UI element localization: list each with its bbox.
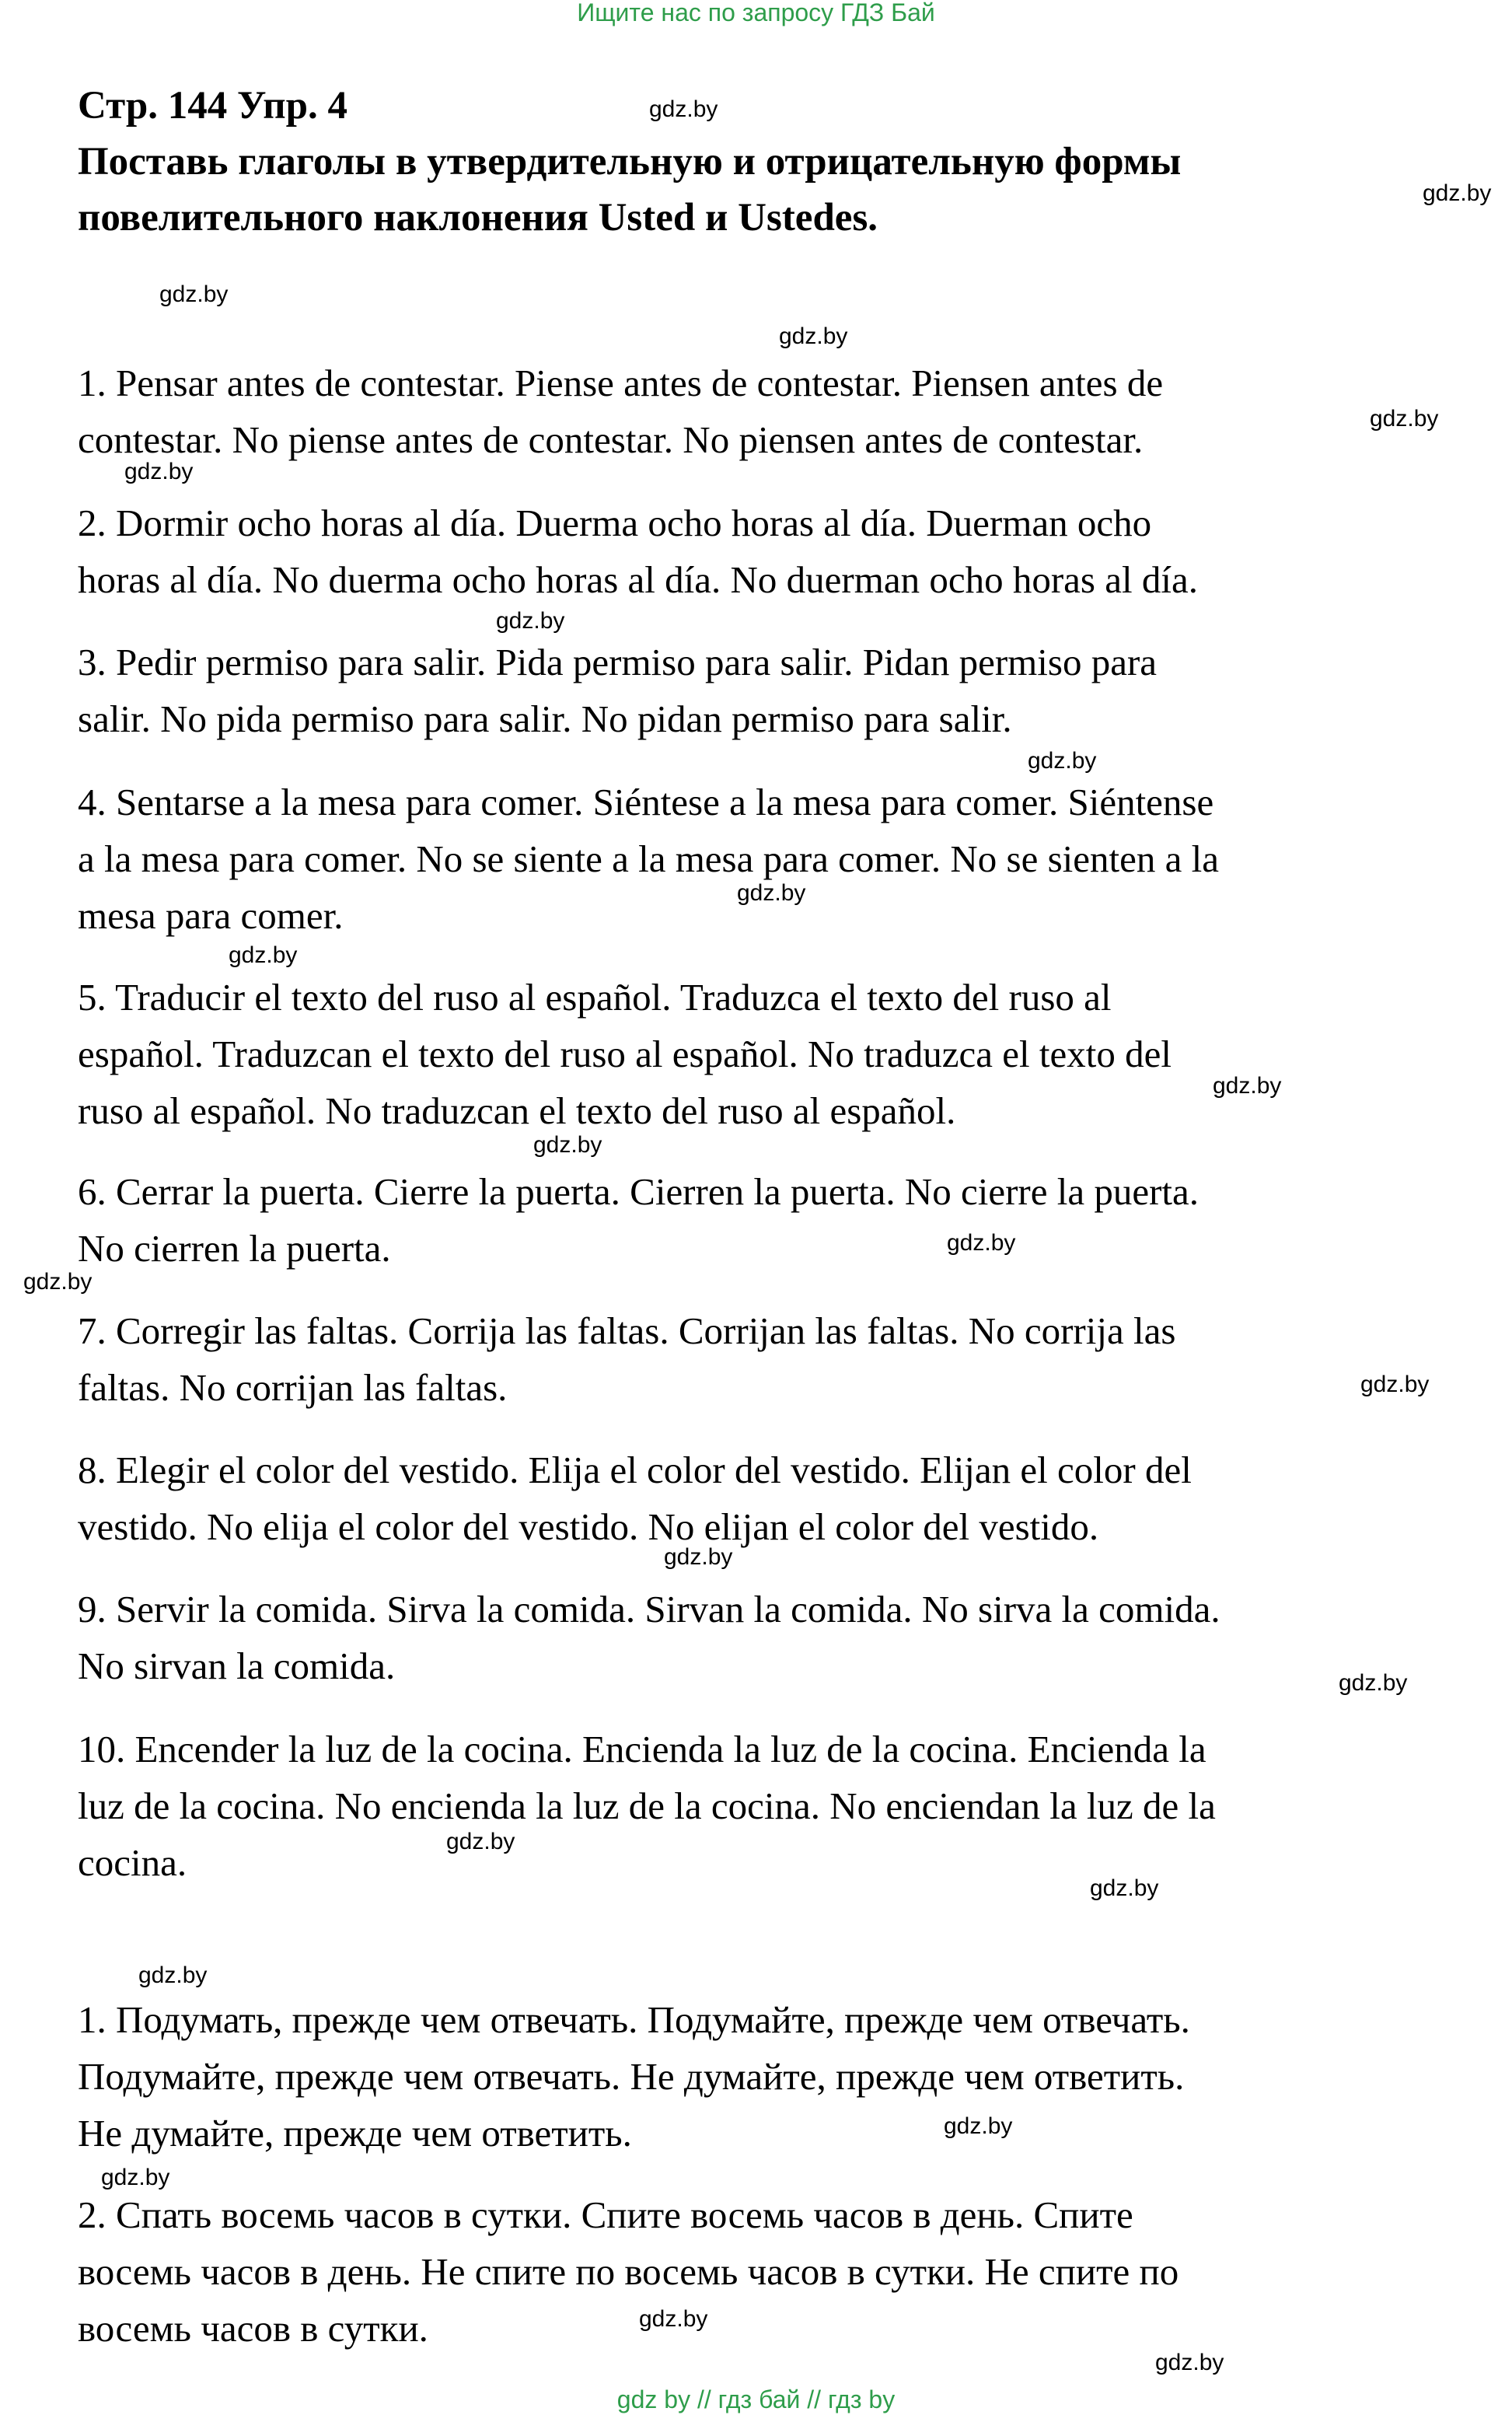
item-line: 5. Traducir el texto del ruso al español. Traduzca el texto del ruso al: [78, 976, 1112, 1019]
watermark: gdz.by: [947, 1230, 1016, 1256]
item-line: 2. Dormir ocho horas al día. Duerma ocho horas al día. Duerman ocho: [78, 502, 1152, 544]
spanish-item-9: [78, 1581, 1469, 1694]
watermark: gdz.by: [496, 608, 565, 634]
watermark: gdz.by: [124, 459, 194, 484]
watermark: gdz.by: [446, 1829, 515, 1854]
item-line: 8. Elegir el color del vestido. Elija el color del vestido. Elijan el color del: [78, 1449, 1192, 1491]
item-line: Не думайте, прежде чем ответить.: [78, 2112, 632, 2155]
spanish-item-2: [78, 495, 1469, 608]
item-line: cocina.: [78, 1841, 187, 1884]
footer-links[interactable]: gdz by // гдз бай // гдз by: [616, 2385, 896, 2413]
watermark: gdz.by: [229, 942, 298, 968]
watermark: gdz.by: [138, 1962, 208, 1988]
watermark: gdz.by: [1155, 2350, 1224, 2375]
spanish-item-7: [78, 1302, 1469, 1416]
item-line: 7. Corregir las faltas. Corrija las faltas. Corrijan las faltas. No corrija las: [78, 1309, 1176, 1352]
item-line: 9. Servir la comida. Sirva la comida. Sirvan la comida. No sirva la comida.: [78, 1588, 1220, 1630]
spanish-item-10: [78, 1721, 1469, 1891]
spanish-item-8: [78, 1442, 1469, 1555]
watermark: gdz.by: [159, 281, 229, 307]
item-line: salir. No pida permiso para salir. No pidan permiso para salir.: [78, 697, 1012, 740]
item-line: ruso al español. No traduzcan el texto del ruso al español.: [78, 1089, 956, 1132]
top-banner[interactable]: Ищите нас по запросу ГДЗ Бай: [577, 0, 935, 26]
item-line: Подумайте, прежде чем отвечать. Не думайте, прежде чем ответить.: [78, 2055, 1185, 2098]
watermark: gdz.by: [23, 1269, 93, 1295]
watermark: gdz.by: [101, 2165, 170, 2190]
instruction-line-1: Поставь глаголы в утвердительную и отрицательную формы: [78, 140, 1182, 183]
item-line: mesa para comer.: [78, 894, 344, 937]
watermark: gdz.by: [649, 96, 718, 122]
item-line: a la mesa para comer. No se siente a la mesa para comer. No se sienten a la: [78, 837, 1220, 880]
item-line: 6. Cerrar la puerta. Cierre la puerta. Cierren la puerta. No cierre la puerta.: [78, 1170, 1199, 1213]
russian-item-1: [78, 1991, 1469, 2162]
watermark: gdz.by: [1423, 180, 1492, 206]
item-line: 1. Подумать, прежде чем отвечать. Подумайте, прежде чем отвечать.: [78, 1998, 1190, 2041]
item-line: No cierren la puerta.: [78, 1227, 391, 1270]
spanish-item-6: [78, 1163, 1469, 1277]
item-line: 3. Pedir permiso para salir. Pida permiso para salir. Pidan permiso para: [78, 641, 1158, 683]
item-line: contestar. No piense antes de contestar. No piensen antes de contestar.: [78, 418, 1144, 461]
watermark: gdz.by: [1370, 406, 1439, 432]
instruction-line-2: повелительного наклонения Usted и Ustedes.: [78, 196, 878, 239]
page-reference: Стр. 144 Упр. 4: [78, 84, 347, 128]
watermark: gdz.by: [1028, 748, 1097, 774]
watermark: gdz.by: [639, 2306, 708, 2332]
item-line: luz de la cocina. No encienda la luz de la cocina. No enciendan la luz de la: [78, 1784, 1216, 1827]
item-line: 4. Sentarse a la mesa para comer. Siéntese a la mesa para comer. Siéntense: [78, 781, 1214, 823]
item-line: 10. Encender la luz de la cocina. Encienda la luz de la cocina. Encienda la: [78, 1728, 1206, 1770]
spanish-item-4: [78, 774, 1469, 944]
watermark: gdz.by: [1090, 1875, 1159, 1901]
watermark: gdz.by: [944, 2113, 1013, 2139]
watermark: gdz.by: [779, 323, 848, 349]
watermark: gdz.by: [1213, 1073, 1282, 1099]
item-line: 2. Спать восемь часов в сутки. Спите восемь часов в день. Спите: [78, 2193, 1133, 2236]
watermark: gdz.by: [533, 1132, 602, 1158]
watermark: gdz.by: [664, 1544, 733, 1570]
item-line: восемь часов в сутки.: [78, 2307, 428, 2350]
item-line: No sirvan la comida.: [78, 1644, 396, 1687]
item-line: vestido. No elija el color del vestido. No elijan el color del vestido.: [78, 1505, 1099, 1548]
spanish-item-1: [78, 355, 1469, 468]
watermark: gdz.by: [1339, 1670, 1408, 1696]
item-line: horas al día. No duerma ocho horas al día. No duerman ocho horas al día.: [78, 558, 1198, 601]
spanish-item-3: [78, 634, 1469, 747]
spanish-item-5: [78, 969, 1469, 1139]
russian-item-2: [78, 2186, 1469, 2357]
watermark: gdz.by: [737, 880, 806, 906]
item-line: faltas. No corrijan las faltas.: [78, 1366, 508, 1409]
item-line: español. Traduzcan el texto del ruso al español. No traduzca el texto del: [78, 1033, 1172, 1075]
item-line: восемь часов в день. Не спите по восемь часов в сутки. Не спите по: [78, 2250, 1179, 2293]
item-line: 1. Pensar antes de contestar. Piense antes de contestar. Piensen antes de: [78, 362, 1164, 404]
watermark: gdz.by: [1360, 1372, 1430, 1397]
